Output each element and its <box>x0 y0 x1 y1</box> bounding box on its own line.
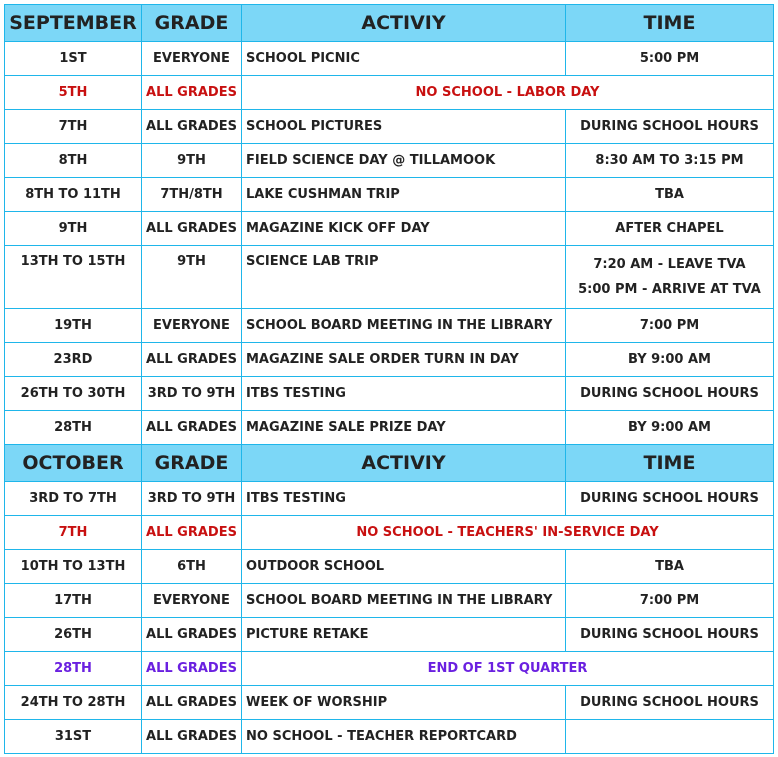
table-row <box>5 343 774 377</box>
grade-cell: ALL GRADES <box>142 516 242 550</box>
activity-cell: SCHOOL PICNIC <box>242 42 566 76</box>
grade-cell: EVERYONE <box>142 309 242 343</box>
table-row <box>5 686 774 720</box>
grade-cell: ALL GRADES <box>142 686 242 720</box>
date-cell: 24TH TO 28TH <box>5 686 142 720</box>
date-cell: 8TH <box>5 144 142 178</box>
date-cell: 13TH TO 15TH <box>5 246 142 309</box>
date-cell: 7TH <box>5 110 142 144</box>
date-cell: 31ST <box>5 720 142 754</box>
time-line-arrive: 5:00 PM - ARRIVE AT TVA <box>578 282 761 297</box>
activity-cell: ITBS TESTING <box>242 377 566 411</box>
date-cell: 17TH <box>5 584 142 618</box>
grade-cell: ALL GRADES <box>142 720 242 754</box>
table-row <box>5 110 774 144</box>
activity-cell: PICTURE RETAKE <box>242 618 566 652</box>
table-row <box>5 377 774 411</box>
activity-header: ACTIVIY <box>242 445 566 482</box>
date-cell: 10TH TO 13TH <box>5 550 142 584</box>
activity-cell: NO SCHOOL - TEACHERS' IN-SERVICE DAY <box>242 516 774 550</box>
date-cell: 28TH <box>5 652 142 686</box>
time-cell: 7:00 PM <box>566 309 774 343</box>
time-cell: DURING SCHOOL HOURS <box>566 686 774 720</box>
date-cell: 26TH <box>5 618 142 652</box>
grade-cell: ALL GRADES <box>142 76 242 110</box>
date-cell: 1ST <box>5 42 142 76</box>
october-header-row <box>5 445 774 482</box>
table-row <box>5 144 774 178</box>
activity-cell: SCHOOL BOARD MEETING IN THE LIBRARY <box>242 309 566 343</box>
activity-cell: END OF 1ST QUARTER <box>242 652 774 686</box>
activity-cell: MAGAZINE KICK OFF DAY <box>242 212 566 246</box>
activity-cell: SCHOOL BOARD MEETING IN THE LIBRARY <box>242 584 566 618</box>
activity-cell: WEEK OF WORSHIP <box>242 686 566 720</box>
time-cell: 5:00 PM <box>566 42 774 76</box>
activity-cell: SCHOOL PICTURES <box>242 110 566 144</box>
time-cell: AFTER CHAPEL <box>566 212 774 246</box>
date-cell: 7TH <box>5 516 142 550</box>
activity-cell: NO SCHOOL - LABOR DAY <box>242 76 774 110</box>
date-cell: 3RD TO 7TH <box>5 482 142 516</box>
activity-cell: MAGAZINE SALE ORDER TURN IN DAY <box>242 343 566 377</box>
date-cell: 9TH <box>5 212 142 246</box>
activity-cell: SCIENCE LAB TRIP <box>242 246 566 309</box>
grade-cell: 6TH <box>142 550 242 584</box>
table-row <box>5 618 774 652</box>
time-cell: TBA <box>566 550 774 584</box>
activity-cell: NO SCHOOL - TEACHER REPORTCARD <box>242 720 566 754</box>
table-row <box>5 584 774 618</box>
grade-cell: 9TH <box>142 246 242 309</box>
date-cell: 8TH TO 11TH <box>5 178 142 212</box>
activity-cell: OUTDOOR SCHOOL <box>242 550 566 584</box>
activity-cell: FIELD SCIENCE DAY @ TILLAMOOK <box>242 144 566 178</box>
time-cell: 7:00 PM <box>566 584 774 618</box>
grade-cell: 3RD TO 9TH <box>142 482 242 516</box>
grade-cell: ALL GRADES <box>142 212 242 246</box>
grade-cell: ALL GRADES <box>142 652 242 686</box>
time-cell: DURING SCHOOL HOURS <box>566 110 774 144</box>
time-cell: DURING SCHOOL HOURS <box>566 618 774 652</box>
grade-cell: EVERYONE <box>142 584 242 618</box>
date-cell: 23RD <box>5 343 142 377</box>
grade-cell: 3RD TO 9TH <box>142 377 242 411</box>
time-cell: BY 9:00 AM <box>566 411 774 445</box>
table-row <box>5 178 774 212</box>
grade-header: GRADE <box>142 5 242 42</box>
september-header-row <box>5 5 774 42</box>
date-cell: 19TH <box>5 309 142 343</box>
school-calendar-table <box>4 4 774 754</box>
grade-cell: ALL GRADES <box>142 618 242 652</box>
date-cell: 28TH <box>5 411 142 445</box>
time-cell: BY 9:00 AM <box>566 343 774 377</box>
grade-cell: ALL GRADES <box>142 343 242 377</box>
activity-cell: MAGAZINE SALE PRIZE DAY <box>242 411 566 445</box>
table-row <box>5 550 774 584</box>
holiday-row <box>5 76 774 110</box>
activity-cell: ITBS TESTING <box>242 482 566 516</box>
time-header: TIME <box>566 5 774 42</box>
grade-cell: ALL GRADES <box>142 110 242 144</box>
date-cell: 5TH <box>5 76 142 110</box>
grade-cell: 7TH/8TH <box>142 178 242 212</box>
time-line-depart: 7:20 AM - LEAVE TVA <box>593 257 746 272</box>
table-row <box>5 42 774 76</box>
date-cell: 26TH TO 30TH <box>5 377 142 411</box>
table-row <box>5 309 774 343</box>
grade-cell: ALL GRADES <box>142 411 242 445</box>
time-cell <box>566 720 774 754</box>
table-row <box>5 720 774 754</box>
grade-header: GRADE <box>142 445 242 482</box>
time-cell: DURING SCHOOL HOURS <box>566 482 774 516</box>
table-row <box>5 482 774 516</box>
time-cell: TBA <box>566 178 774 212</box>
table-row <box>5 246 774 309</box>
table-row <box>5 411 774 445</box>
quarter-end-row <box>5 652 774 686</box>
activity-header: ACTIVIY <box>242 5 566 42</box>
holiday-row <box>5 516 774 550</box>
time-cell: DURING SCHOOL HOURS <box>566 377 774 411</box>
grade-cell: EVERYONE <box>142 42 242 76</box>
grade-cell: 9TH <box>142 144 242 178</box>
time-header: TIME <box>566 445 774 482</box>
time-cell <box>566 246 774 309</box>
month-header: OCTOBER <box>5 445 142 482</box>
activity-cell: LAKE CUSHMAN TRIP <box>242 178 566 212</box>
table-row <box>5 212 774 246</box>
time-cell: 8:30 AM TO 3:15 PM <box>566 144 774 178</box>
month-header: SEPTEMBER <box>5 5 142 42</box>
